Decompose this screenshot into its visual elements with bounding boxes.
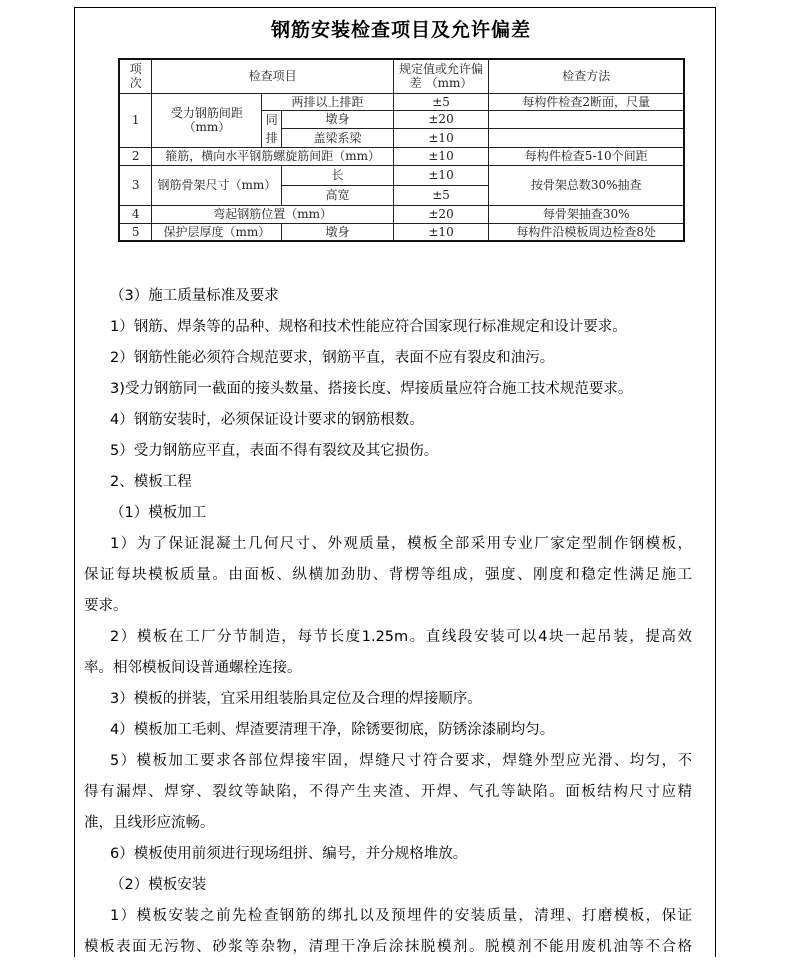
row3-method: 按骨架总数30%抽查 — [489, 165, 684, 205]
paragraph: 3）模板的拼装，宜采用组装胎具定位及合理的焊接顺序。 — [110, 691, 482, 707]
paragraph: 5）受力钢筋应平直，表面不得有裂纹及其它损伤。 — [110, 443, 439, 459]
section-heading: （2）模板安装 — [110, 877, 207, 893]
header-no: 项次 — [119, 59, 152, 93]
row5-sub: 墩身 — [282, 223, 393, 241]
row4-no: 4 — [119, 205, 152, 223]
section-heading: （3）施工质量标准及要求 — [110, 288, 279, 304]
row5-no: 5 — [119, 223, 152, 241]
paragraph: 1）为了保证混凝土几何尺寸、外观质量，模板全部采用专业厂家定型制作钢模板， — [110, 536, 692, 552]
row4-value: ±20 — [393, 205, 489, 223]
header-tolerance: 规定值或允许偏差 （mm） — [393, 59, 489, 93]
paragraph: 模板表面无污物、砂浆等杂物，清理干净后涂抹脱模剂。脱模剂不能用废机油等不合格 — [84, 939, 692, 955]
row1-sub-a-value: ±5 — [393, 93, 489, 110]
row1-method: 每构件检查2断面，尺量 — [489, 93, 684, 110]
row1-empty-c — [489, 129, 684, 148]
header-method: 检查方法 — [489, 59, 684, 93]
table-row — [119, 93, 684, 110]
table-row — [119, 205, 684, 223]
row5-method: 每构件沿模板周边检查8处 — [489, 223, 684, 241]
row2-method: 每构件检查5-10个间距 — [489, 147, 684, 165]
section-heading: 2、模板工程 — [110, 474, 192, 490]
paragraph: 得有漏焊、焊穿、裂纹等缺陷，不得产生夹渣、开焊、气孔等缺陷。面板结构尺寸应精 — [84, 784, 692, 800]
row1-sub-c-value: ±10 — [393, 129, 489, 148]
row1-no: 1 — [119, 93, 152, 147]
paragraph: 4）钢筋安装时，必须保证设计要求的钢筋根数。 — [110, 412, 424, 428]
row5-value: ±10 — [393, 223, 489, 241]
row1-sub-a: 两排以上排距 — [262, 93, 393, 110]
paragraph: 1）钢筋、焊条等的品种、规格和技术性能应符合国家现行标准规定和设计要求。 — [110, 319, 627, 335]
row3-no: 3 — [119, 165, 152, 205]
paragraph: 3)受力钢筋同一截面的接头数量、搭接长度、焊接质量应符合施工技术规范要求。 — [110, 381, 633, 397]
paragraph: 1）模板安装之前先检查钢筋的绑扎以及预埋件的安装质量，清理、打磨模板，保证 — [110, 908, 692, 924]
row1-item: 受力钢筋间距（mm） — [152, 93, 262, 147]
table-row — [119, 223, 684, 241]
row3-item: 钢筋骨架尺寸（mm） — [152, 165, 282, 205]
paragraph: 6）模板使用前须进行现场组拼、编号，并分规格堆放。 — [110, 846, 468, 862]
row3-sub-b-value: ±5 — [393, 185, 489, 205]
row4-item: 弯起钢筋位置（mm） — [152, 205, 393, 223]
table-row — [119, 165, 684, 185]
header-item: 检查项目 — [152, 59, 393, 93]
table-figure — [114, 11, 688, 266]
row2-value: ±10 — [393, 147, 489, 165]
row3-sub-a-value: ±10 — [393, 165, 489, 185]
row1-sub-c: 盖梁系梁 — [282, 129, 393, 148]
row1-sub-b-value: ±20 — [393, 110, 489, 129]
table-header-row — [119, 59, 684, 93]
document-body — [84, 281, 692, 963]
paragraph: 要求。 — [84, 598, 128, 614]
paragraph: 5）模板加工要求各部位焊接牢固，焊缝尺寸符合要求，焊缝外型应光滑、均匀，不 — [110, 753, 692, 769]
row1-same-row: 同排 — [262, 110, 282, 147]
row1-sub-b: 墩身 — [282, 110, 393, 129]
paragraph: 率。相邻模板间设普通螺栓连接。 — [84, 660, 302, 676]
paragraph: 2）模板在工厂分节制造，每节长度1.25m。直线段安装可以4块一起吊装，提高效 — [110, 629, 692, 645]
paragraph: 准，且线形应流畅。 — [84, 815, 215, 831]
row1-empty-b — [489, 110, 684, 129]
section-heading: （1）模板加工 — [110, 505, 207, 521]
row3-sub-b: 高宽 — [282, 185, 393, 205]
paragraph: 4）模板加工毛刺、焊渣要清理干净，除锈要彻底，防锈涂漆刷均匀。 — [110, 722, 555, 738]
tolerance-table — [118, 58, 685, 242]
row4-method: 每骨架抽查30% — [489, 205, 684, 223]
paragraph: 保证每块模板质量。由面板、纵横加劲肋、背楞等组成，强度、刚度和稳定性满足施工 — [84, 567, 692, 583]
paragraph: 2）钢筋性能必须符合规范要求，钢筋平直，表面不应有裂皮和油污。 — [110, 350, 555, 366]
table-row — [119, 147, 684, 165]
row2-no: 2 — [119, 147, 152, 165]
row2-item: 箍筋，横向水平钢筋螺旋筋间距（mm） — [152, 147, 393, 165]
figure-title: 钢筋安装检查项目及允许偏差 — [270, 19, 531, 41]
row5-item: 保护层厚度（mm） — [152, 223, 282, 241]
row3-sub-a: 长 — [282, 165, 393, 185]
